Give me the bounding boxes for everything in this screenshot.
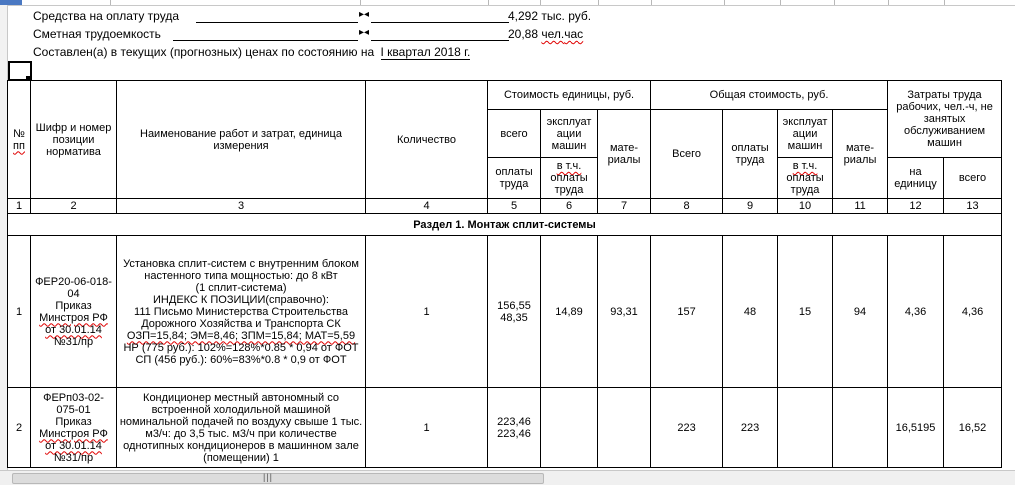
row-code: ФЕР20-06-018-04 Приказ Минстроя РФ от 30.01.14 №31/пр: [31, 236, 117, 388]
row-unit-total: 156,55 48,35: [488, 236, 541, 388]
row-unit-expl: [541, 388, 598, 468]
col-header-unit-all: всего: [488, 110, 541, 158]
col-header-total-expl: эксплуат ации машин: [778, 110, 833, 158]
column-header-strip: [0, 0, 1015, 6]
col-header-unit-incl-wages: в т.ч. оплаты труда: [541, 158, 598, 199]
row-total-mat: [833, 388, 888, 468]
row-no: 2: [8, 388, 31, 468]
row-description: Установка сплит-систем с внутренним блоком настенного типа мощностью: до 8 кВт (1 сплит-система) ИНДЕКС К ПОЗИЦИИ(справочно): 111 Письмо Министерства Строительства Дорожного Хозяйства и Транспорта СК ОЗП=15,84; ЭМ=8,46; ЗПМ=15,84; МАТ=5,59 НР (775 руб.): 102%=128%*0.85 * 0,94 от ФОТ СП (456 руб.): 60%=83%*0.8 * 0,9 от ФОТ: [117, 236, 366, 388]
row-no: 1: [8, 236, 31, 388]
row-total-expl: [778, 388, 833, 468]
row-unit-mat: [598, 388, 651, 468]
column-number-row: 1 2 3 4 5 6 7 8 9 10 11 12 13: [8, 199, 1002, 214]
col-header-total-incl-wages: в т.ч. оплаты труда: [778, 158, 833, 199]
col-header-unit-cost: Стоимость единицы, руб.: [488, 81, 651, 110]
wages-funds-line: Средства на оплату труда: [33, 9, 179, 23]
col-header-unit-wages: оплаты труда: [488, 158, 541, 199]
col-header-unit-expl: эксплуат ации машин: [541, 110, 598, 158]
row-total-wages: 48: [723, 236, 778, 388]
row-qty: 1: [366, 236, 488, 388]
col-header-qty: Количество: [366, 81, 488, 199]
row-description: Кондиционер местный автономный со встроенной холодильной машиной номинальной подачей по воздуху свыше 1 тыс. м3/ч: до 3,5 тыс. м3/ч при количестве однотипных кондиционеров в машинном зале (помещении) 1: [117, 388, 366, 468]
col-header-total-mat: мате-риалы: [833, 110, 888, 199]
row-labor-total: 16,52: [944, 388, 1002, 468]
wages-funds-value: 4,292: [508, 9, 539, 23]
prices-basis-line: Составлен(а) в текущих (прогнозных) ценах по состоянию на I квартал 2018 г.: [33, 45, 471, 59]
labor-intensity-unit: чел.: [541, 27, 565, 41]
row-total: 157: [651, 236, 723, 388]
row-labor-total: 4,36: [944, 236, 1002, 388]
merge-marker-icon: ▸◂: [359, 9, 370, 20]
grip-icon: |||: [263, 472, 274, 482]
wages-funds-unit: тыс.: [541, 9, 565, 23]
col-header-labor-total: всего: [944, 158, 1002, 199]
row-code: ФЕРп03-02-075-01 Приказ Минстроя РФ от 30.01.14 №31/пр: [31, 388, 117, 468]
row-total-expl: 15: [778, 236, 833, 388]
labor-intensity-value: 20,88: [508, 27, 539, 41]
col-header-total-cost: Общая стоимость, руб.: [651, 81, 888, 110]
row-total-wages: 223: [723, 388, 778, 468]
table-row: [8, 236, 1002, 388]
table-row: [8, 388, 1002, 468]
col-header-total-all: Всего: [651, 110, 723, 199]
col-header-name: Наименование работ и затрат, единица измерения: [117, 81, 366, 199]
price-period: I квартал 2018 г.: [380, 45, 471, 59]
row-total-mat: 94: [833, 236, 888, 388]
section-title: Раздел 1. Монтаж сплит-системы: [8, 214, 1002, 236]
horizontal-scrollbar[interactable]: [0, 470, 1015, 485]
row-qty: 1: [366, 388, 488, 468]
col-header-labor-unit: на единицу: [888, 158, 944, 199]
row-labor-unit: 16,5195: [888, 388, 944, 468]
labor-intensity-line: Сметная трудоемкость: [33, 27, 161, 41]
row-unit-total: 223,46 223,46: [488, 388, 541, 468]
scrollbar-thumb[interactable]: [12, 473, 544, 484]
row-total: 223: [651, 388, 723, 468]
wages-funds-currency: руб.: [568, 9, 592, 23]
row-unit-mat: 93,31: [598, 236, 651, 388]
merge-marker-icon: ▸◂: [359, 27, 370, 38]
col-header-labor: Затраты труда рабочих, чел.-ч, не занятых обслуживанием машин: [888, 81, 1002, 158]
row-labor-unit: 4,36: [888, 236, 944, 388]
col-header-unit-mat: мате-риалы: [598, 110, 651, 199]
labor-intensity-unit-hours: час: [564, 27, 584, 41]
col-header-code: Шифр и номер позиции норматива: [31, 81, 117, 199]
col-header-total-wages: оплаты труда: [723, 110, 778, 199]
row-unit-expl: 14,89: [541, 236, 598, 388]
col-header-no: № пп: [8, 81, 31, 199]
estimate-table: [7, 80, 1002, 468]
